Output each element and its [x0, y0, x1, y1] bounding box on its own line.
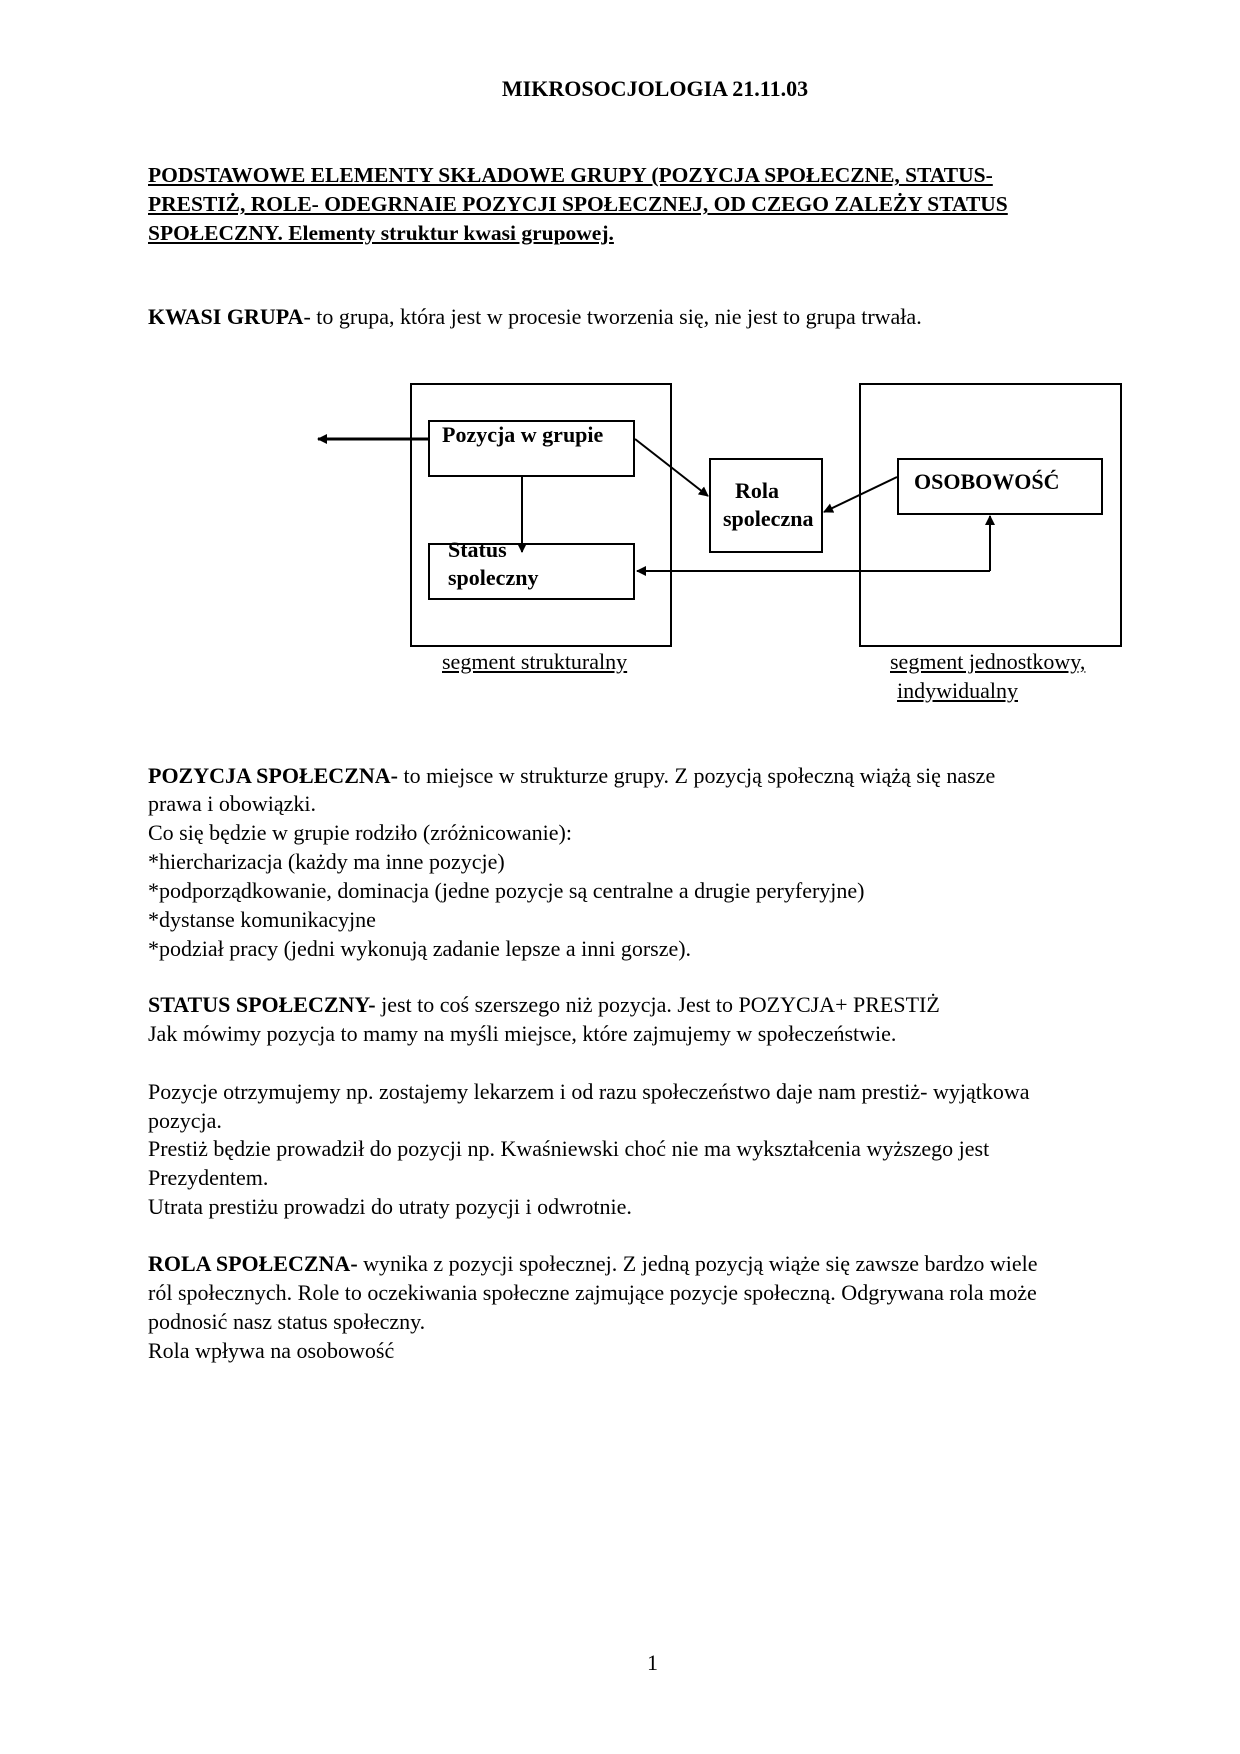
status-line	[148, 992, 940, 1018]
pozycja-line: *podporządkowanie, dominacja (jedne pozycje są centralne a drugie peryferyjne)	[148, 878, 865, 903]
rola-label-1: Rola	[735, 478, 779, 503]
rola-label-2: spoleczna	[723, 506, 814, 531]
pozycja-label: Pozycja w grupie	[442, 422, 604, 447]
osobowosc-label: OSOBOWOŚĆ	[914, 469, 1060, 494]
text: jest to coś szerszego niż pozycja. Jest to POZYCJA+ PRESTIŻ	[375, 992, 940, 1017]
segment-right-label-1: segment jednostkowy,	[890, 649, 1086, 674]
status-line: pozycja.	[148, 1108, 222, 1133]
arrow-pozycja-to-rola	[635, 439, 708, 496]
text: to miejsce w strukturze grupy. Z pozycją społeczną wiążą się nasze	[397, 763, 996, 788]
diagram-arrows	[0, 0, 1240, 760]
arrow-osobowosc-to-rola	[824, 477, 897, 512]
definition-text: - to grupa, która jest w procesie tworzenia się, nie jest to grupa trwała.	[303, 304, 922, 329]
status-line: Prestiż będzie prowadził do pozycji np. Kwaśniewski choć nie ma wykształcenia wyższego jest	[148, 1136, 990, 1161]
term: STATUS SPOŁECZNY-	[148, 992, 376, 1017]
status-line: Jak mówimy pozycja to mamy na myśli miejsce, które zajmujemy w społeczeństwie.	[148, 1021, 897, 1046]
pozycja-line	[148, 763, 995, 789]
pozycja-line: *podział pracy (jedni wykonują zadanie lepsze a inni gorsze).	[148, 936, 692, 961]
term: POZYCJA SPOŁECZNA-	[148, 763, 398, 788]
segment-right-label-2: indywidualny	[897, 678, 1018, 703]
term: KWASI GRUPA	[148, 304, 304, 329]
rola-line: ról społecznych. Role to oczekiwania społeczne zajmujące pozycje społeczną. Odgrywana rola może	[148, 1280, 1037, 1305]
rola-line: Rola wpływa na osobowość	[148, 1338, 395, 1363]
term: ROLA SPOŁECZNA-	[148, 1251, 358, 1276]
pozycja-line: prawa i obowiązki.	[148, 791, 316, 816]
page-number: 1	[647, 1650, 658, 1675]
segment-left-label: segment strukturalny	[442, 649, 628, 674]
pozycja-line: *hiercharizacja (każdy ma inne pozycje)	[148, 849, 505, 874]
text: wynika z pozycji społecznej. Z jedną pozycją wiąże się zawsze bardzo wiele	[357, 1251, 1038, 1276]
status-line: Pozycje otrzymujemy np. zostajemy lekarzem i od razu społeczeństwo daje nam prestiż- wyjątkowa	[148, 1079, 1030, 1104]
status-line: Utrata prestiżu prowadzi do utraty pozycji i odwrotnie.	[148, 1194, 632, 1219]
section-heading-line1: PODSTAWOWE ELEMENTY SKŁADOWE GRUPY (POZYCJA SPOŁECZNE, STATUS-	[148, 163, 993, 187]
document-title: MIKROSOCJOLOGIA 21.11.03	[501, 76, 809, 101]
section-heading-line2: PRESTIŻ, ROLE- ODEGRNAIE POZYCJI SPOŁECZNEJ, OD CZEGO ZALEŻY STATUS	[148, 192, 1008, 216]
pozycja-line: *dystanse komunikacyjne	[148, 907, 376, 932]
status-label-2: spoleczny	[448, 565, 539, 590]
rola-line: podnosić nasz status społeczny.	[148, 1309, 426, 1334]
section-heading-line3: SPOŁECZNY. Elementy struktur kwasi grupowej.	[148, 221, 614, 245]
status-line: Prezydentem.	[148, 1165, 269, 1190]
status-label-1: Status	[448, 537, 507, 562]
rola-line	[148, 1251, 1038, 1277]
pozycja-line: Co się będzie w grupie rodziło (zróżnicowanie):	[148, 820, 572, 845]
